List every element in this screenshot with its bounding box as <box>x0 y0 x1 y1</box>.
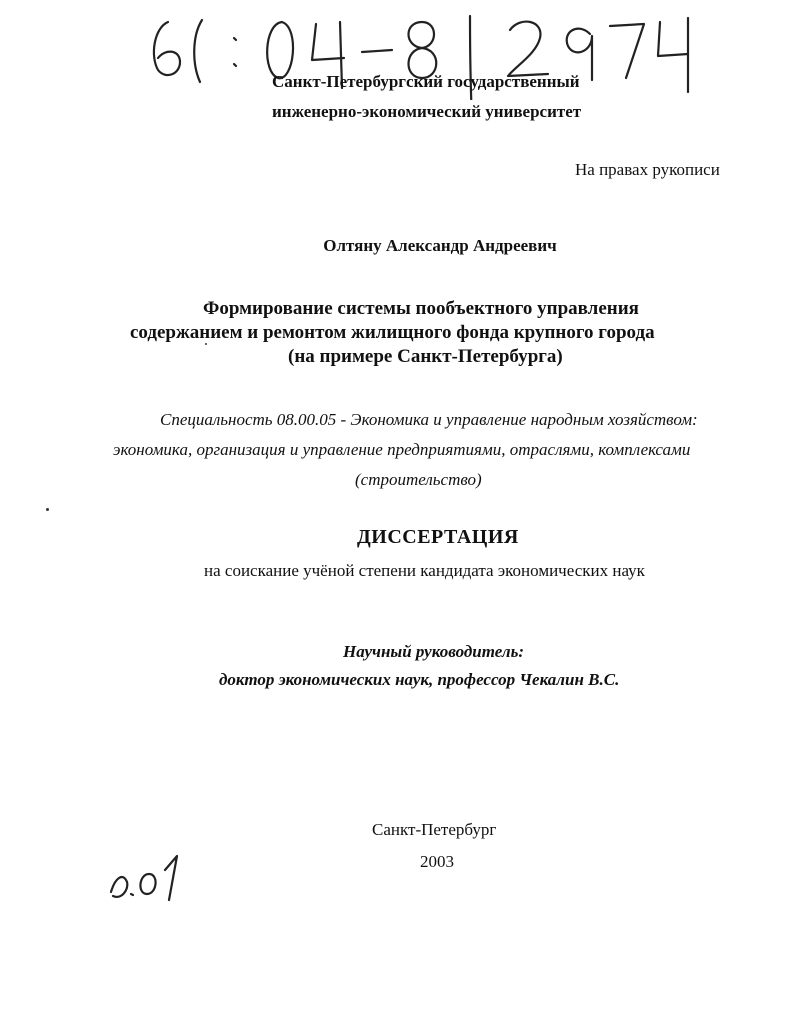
specialty-line-2: экономика, организация и управление предприятиями, отраслями, комплексами <box>113 440 691 459</box>
document-type-heading: ДИССЕРТАЦИЯ <box>357 526 519 548</box>
year: 2003 <box>420 852 454 871</box>
handwritten-mark <box>105 848 195 908</box>
city: Санкт-Петербург <box>372 820 497 839</box>
supervisor-name: доктор экономических наук, профессор Чекалин В.С. <box>219 670 620 689</box>
university-line-1: Санкт-Петербургский государственный <box>272 72 580 91</box>
scan-speck <box>46 508 49 511</box>
scan-speck <box>205 343 207 345</box>
university-line-2: инженерно-экономический университет <box>272 102 582 121</box>
specialty-line-1: Специальность 08.00.05 - Экономика и управление народным хозяйством: <box>160 410 698 429</box>
supervisor-label: Научный руководитель: <box>343 642 525 661</box>
title-line-1: Формирование системы пообъектного управления <box>203 298 639 319</box>
title-line-3: (на примере Санкт-Петербурга) <box>288 346 563 367</box>
author-name: Олтяну Александр Андреевич <box>323 236 557 255</box>
specialty-line-3: (строительство) <box>355 470 482 489</box>
rights-note: На правах рукописи <box>575 160 720 179</box>
degree-line: на соискание учёной степени кандидата экономических наук <box>204 561 645 580</box>
title-line-2: содержанием и ремонтом жилищного фонда крупного города <box>130 322 655 343</box>
